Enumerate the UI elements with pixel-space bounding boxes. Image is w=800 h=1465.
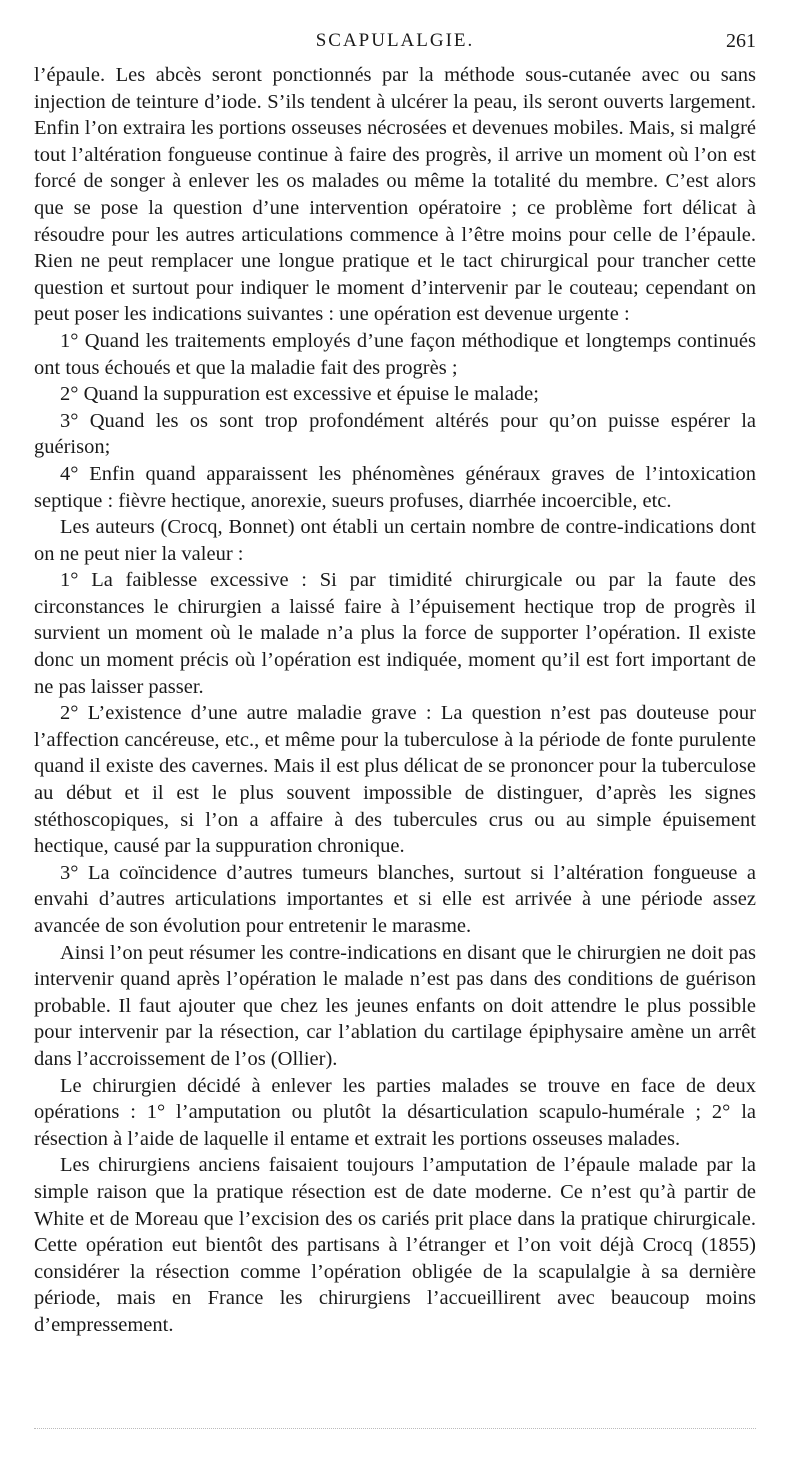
contraindications-intro: Les auteurs (Crocq, Bonnet) ont établi un certain nombre de contre-indications dont on ne peut nier la valeur : xyxy=(34,516,756,565)
history-paragraph: Les chirurgiens anciens faisaient toujours l’amputation de l’épaule malade par la simple raison que la pratique résection est de date moderne. Ce n’est qu’à partir de White et de Moreau que l’excision des os cariés prit place dans la pratique chirurgicale. Cette opération eut bientôt des partisans à l’étranger et l’on voit déjà Crocq (1855) considérer la résection comme l’opération obligée de la scapulalgie à sa dernière période, mais en France les chirurgiens l’accueillirent avec beaucoup moins d’empressement. xyxy=(34,1154,756,1336)
operations-paragraph: Le chirurgien décidé à enlever les parties malades se trouve en face de deux opérations : 1° l’amputation ou plutôt la désarticulation scapulo-humérale ; 2° la résection à l’aide de laquelle il entame et extrait les portions osseuses malades. xyxy=(34,1074,756,1150)
indication-3: 3° Quand les os sont trop profondément altérés pour qu’on puisse espérer la guérison; xyxy=(34,409,756,459)
indication-2: 2° Quand la suppuration est excessive et épuise le malade; xyxy=(60,383,539,406)
paragraph-continuation: l’épaule. Les abcès seront ponctionnés par la méthode sous-cutanée avec ou sans injection de teinture d’iode. S’ils tendent à ulcérer la peau, ils seront ouverts largement. Enfin l’on extraira les portions osseuses nécrosées et devenues mobiles. Mais, si malgré tout l’altération fongueuse continue à faire des progrès, il arrive un moment où l’on est forcé de songer à enlever les os malades ou même la totalité du membre. C’est alors que se pose la question d’une intervention opératoire ; ce problème fort délicat à résoudre pour les autres articulations commence à l’être moins pour celle de l’épaule. Rien ne peut remplacer une longue pratique et le tact chirurgical pour trancher cette question et surtout pour indiquer le moment d’intervenir par le couteau; cependant on peut poser les indications suivantes : une opération est devenue urgente : xyxy=(34,64,756,326)
footer-rule xyxy=(34,1428,756,1431)
running-title: SCAPULALGIE. xyxy=(315,30,475,51)
indication-4: 4° Enfin quand apparaissent les phénomènes généraux graves de l’intoxication septique : fièvre hectique, anorexie, sueurs profuses, diarrhée incoercible, etc. xyxy=(34,462,756,512)
running-header xyxy=(34,30,756,58)
body-text xyxy=(34,62,756,1339)
indication-1: 1° Quand les traitements employés d’une façon méthodique et longtemps continués ont tous échoués et que la maladie fait des progrès ; xyxy=(34,329,756,379)
contraindication-3: 3° La coïncidence d’autres tumeurs blanches, surtout si l’altération fongueuse a envahi d’autres articulations importantes et si elle est arrivée à une période assez avancée de son évolution pour entretenir le marasme. xyxy=(34,861,756,937)
contraindication-1: 1° La faiblesse excessive : Si par timidité chirurgicale ou par la faute des circonstances le chirurgien a laissé faire à l’épuisement hectique trop de progrès il survient un moment où le malade n’a plus la force de supporter l’opération. Il existe donc un moment précis où l’opération est indiquée, moment qu’il est fort important de ne pas laisser passer. xyxy=(34,569,756,698)
contraindications-summary: Ainsi l’on peut résumer les contre-indications en disant que le chirurgien ne doit pas intervenir quand après l’opération le malade n’est pas dans des conditions de guérison probable. Il faut ajouter que chez les jeunes enfants on doit attendre le plus possible pour intervenir par la résection, car l’ablation du cartilage épiphysaire amène un arrêt dans l’accroissement de l’os (Ollier). xyxy=(34,941,756,1070)
contraindication-2: 2° L’existence d’une autre maladie grave : La question n’est pas douteuse pour l’affection cancéreuse, etc., et même pour la tuberculose à la période de fonte purulente quand il existe des cavernes. Mais il est plus délicat de se prononcer pour la tuberculose au début et il est le plus souvent impossible de distinguer, d’après les signes stéthoscopiques, si l’on a affaire à des tubercules crus ou au simple épuisement hectique, causé par la suppuration chronique. xyxy=(34,702,756,858)
page-number: 261 xyxy=(726,30,756,52)
